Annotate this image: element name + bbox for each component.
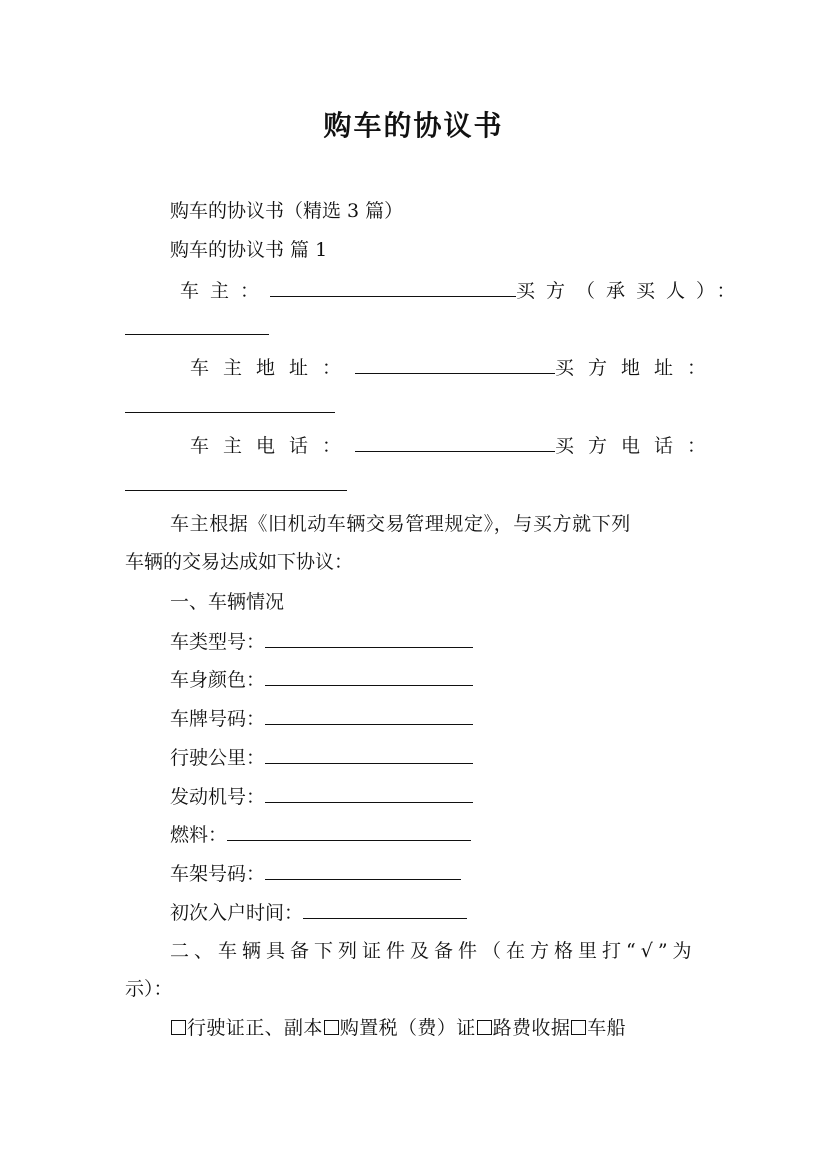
owner-phone-blank bbox=[355, 433, 555, 452]
doc-item-purchase-tax: 购置税（费）证 bbox=[339, 1017, 476, 1039]
buyer-blank bbox=[125, 316, 269, 335]
checkbox-purchase-tax[interactable] bbox=[324, 1020, 339, 1035]
buyer-address-label: 买方地址： bbox=[555, 357, 721, 379]
field-engine-label: 发动机号： bbox=[170, 786, 266, 808]
field-model-blank bbox=[265, 629, 473, 648]
field-frame bbox=[170, 861, 461, 886]
doc-item-toll-receipt: 路费收据 bbox=[492, 1017, 571, 1039]
intro-line-1: 车主根据《旧机动车辆交易管理规定》，与买方就下列 bbox=[170, 513, 631, 535]
buyer-phone-label: 买方电话： bbox=[555, 435, 721, 457]
phone-row bbox=[190, 433, 720, 458]
field-plate bbox=[170, 706, 473, 731]
field-color bbox=[170, 667, 473, 692]
field-first-registration-label: 初次入户时间： bbox=[170, 902, 304, 924]
field-fuel bbox=[170, 822, 471, 847]
field-color-label: 车身颜色： bbox=[170, 669, 266, 691]
owner-phone-label: 车主电话： bbox=[190, 435, 356, 457]
field-engine bbox=[170, 784, 473, 809]
documents-heading-line-1: 二、车辆具备下列证件及备件（在方格里打“√”为 bbox=[170, 940, 697, 962]
subtitle: 购车的协议书（精选 3 篇） bbox=[170, 200, 404, 222]
document-title: 购车的协议书 bbox=[323, 109, 504, 142]
field-mileage-label: 行驶公里： bbox=[170, 747, 266, 769]
checkbox-toll-receipt[interactable] bbox=[477, 1020, 492, 1035]
address-row bbox=[190, 355, 720, 380]
doc-item-vessel-tax: 车船 bbox=[587, 1017, 627, 1039]
field-engine-blank bbox=[265, 784, 473, 803]
field-fuel-label: 燃料： bbox=[170, 824, 228, 846]
field-color-blank bbox=[265, 667, 473, 686]
buyer-phone-blank-row bbox=[125, 472, 347, 497]
field-plate-label: 车牌号码： bbox=[170, 708, 266, 730]
vehicle-section-heading: 一、车辆情况 bbox=[170, 591, 285, 613]
doc-item-license: 行驶证正、副本 bbox=[187, 1017, 323, 1039]
owner-address-blank bbox=[355, 355, 555, 374]
buyer-phone-blank bbox=[125, 472, 347, 491]
section-heading: 购车的协议书 篇 1 bbox=[170, 239, 328, 261]
field-plate-blank bbox=[265, 706, 473, 725]
field-model-label: 车类型号： bbox=[170, 631, 266, 653]
intro-line-2: 车辆的交易达成如下协议： bbox=[125, 551, 354, 573]
buyer-address-blank-row bbox=[125, 394, 335, 419]
owner-blank bbox=[270, 278, 516, 297]
documents-heading-line-2: 示）： bbox=[125, 978, 173, 1000]
field-first-registration-blank bbox=[303, 900, 467, 919]
buyer-address-blank bbox=[125, 394, 335, 413]
field-frame-label: 车架号码： bbox=[170, 863, 266, 885]
checkbox-vessel-tax[interactable] bbox=[571, 1020, 586, 1035]
buyer-label: 买方（承买人）： bbox=[516, 280, 747, 302]
field-first-registration bbox=[170, 900, 467, 925]
field-frame-blank bbox=[265, 861, 461, 880]
checkbox-license[interactable] bbox=[171, 1020, 186, 1035]
owner-address-label: 车主地址： bbox=[190, 357, 356, 379]
field-mileage bbox=[170, 745, 473, 770]
field-fuel-blank bbox=[227, 822, 471, 841]
owner-buyer-row bbox=[180, 278, 747, 303]
buyer-blank-row bbox=[125, 316, 269, 341]
field-model bbox=[170, 629, 473, 654]
documents-checklist bbox=[170, 1016, 626, 1040]
owner-label: 车主： bbox=[180, 280, 271, 302]
field-mileage-blank bbox=[265, 745, 473, 764]
